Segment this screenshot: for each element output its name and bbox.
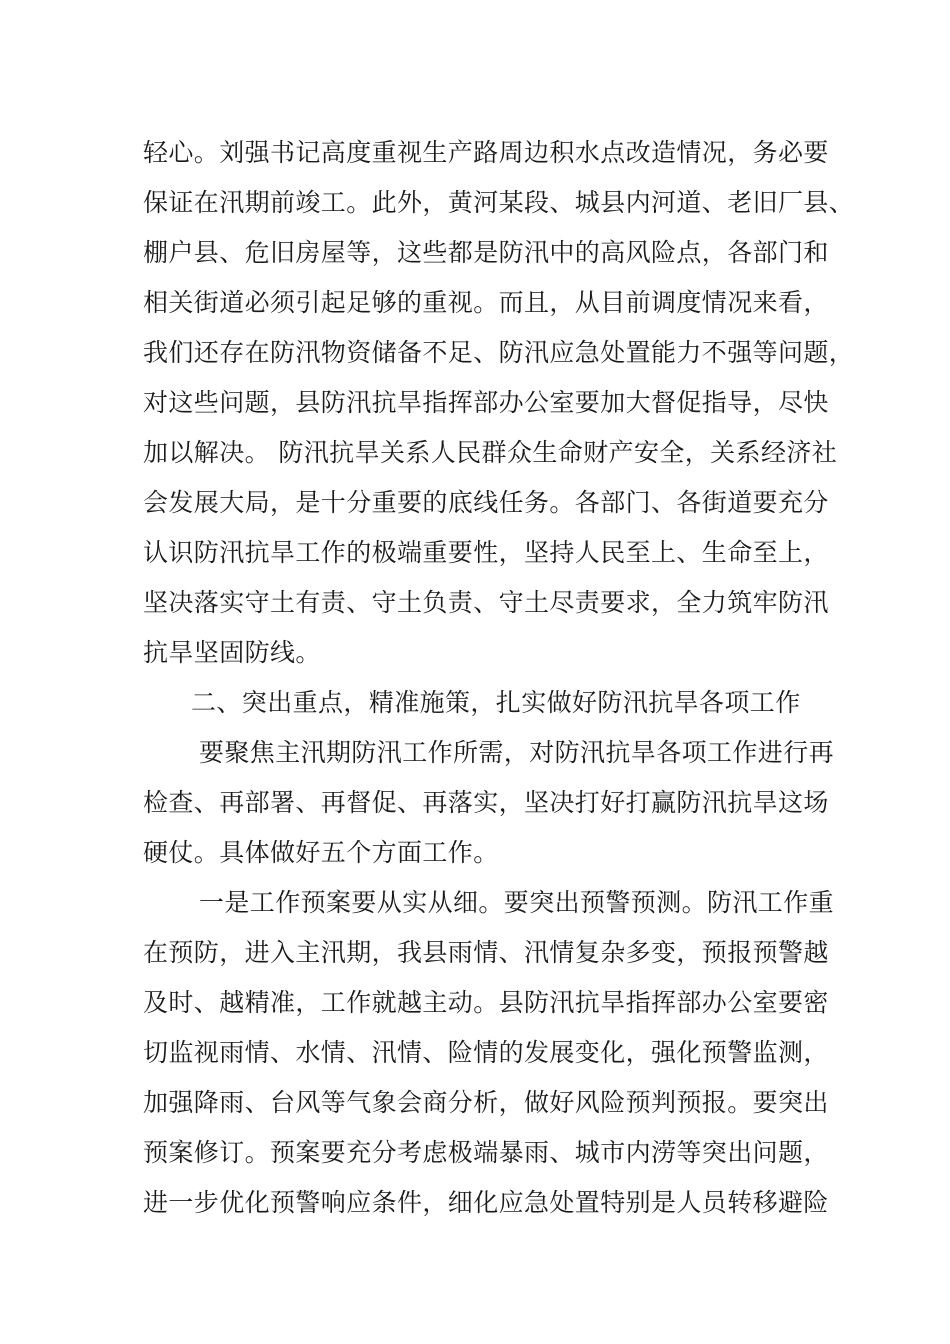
text-line: 检查、再部署、再督促、再落实，坚决打好打赢防汛抗旱这场: [143, 788, 829, 817]
text-line: 抗旱坚固防线。: [143, 638, 321, 667]
text-line: 棚户县、危旧房屋等，这些都是防汛中的高风险点，各部门和: [143, 238, 829, 267]
text-line: 保证在汛期前竣工。此外，黄河某段、城县内河道、老旧厂县、: [143, 188, 855, 217]
text-line: 对这些问题，县防汛抗旱指挥部办公室要加大督促指导，尽快: [143, 388, 829, 417]
text-line: 切监视雨情、水情、汛情、险情的发展变化，强化预警监测，: [143, 1038, 829, 1067]
text-line: 在预防，进入主汛期，我县雨情、汛情复杂多变，预报预警越: [143, 938, 829, 967]
text-line: 坚决落实守土有责、守土负责、守土尽责要求，全力筑牢防汛: [143, 588, 829, 617]
text-line: 轻心。刘强书记高度重视生产路周边积水点改造情况，务必要: [143, 138, 829, 167]
text-line: 预案修订。预案要充分考虑极端暴雨、城市内涝等突出问题，: [143, 1138, 829, 1167]
text-line: 进一步优化预警响应条件，细化应急处置特别是人员转移避险: [143, 1188, 829, 1217]
paragraph-first-line: 要聚焦主汛期防汛工作所需，对防汛抗旱各项工作进行再: [199, 738, 835, 767]
section-heading: 二、突出重点，精准施策，扎实做好防汛抗旱各项工作: [191, 688, 801, 717]
text-line: 我们还存在防汛物资储备不足、防汛应急处置能力不强等问题，: [143, 338, 855, 367]
text-line: 认识防汛抗旱工作的极端重要性，坚持人民至上、生命至上，: [143, 538, 829, 567]
document-body: [143, 128, 855, 1228]
text-line: 及时、越精准，工作就越主动。县防汛抗旱指挥部办公室要密: [143, 988, 829, 1017]
paragraph-first-line: 一是工作预案要从实从细。要突出预警预测。防汛工作重: [199, 888, 835, 917]
text-line: 加强降雨、台风等气象会商分析，做好风险预判预报。要突出: [143, 1088, 829, 1117]
text-line: 相关街道必须引起足够的重视。而且，从目前调度情况来看，: [143, 288, 829, 317]
text-line: 会发展大局，是十分重要的底线任务。各部门、各街道要充分: [143, 488, 829, 517]
text-line: 加以解决。 防汛抗旱关系人民群众生命财产安全，关系经济社: [143, 438, 838, 467]
text-line: 硬仗。具体做好五个方面工作。: [143, 838, 499, 867]
